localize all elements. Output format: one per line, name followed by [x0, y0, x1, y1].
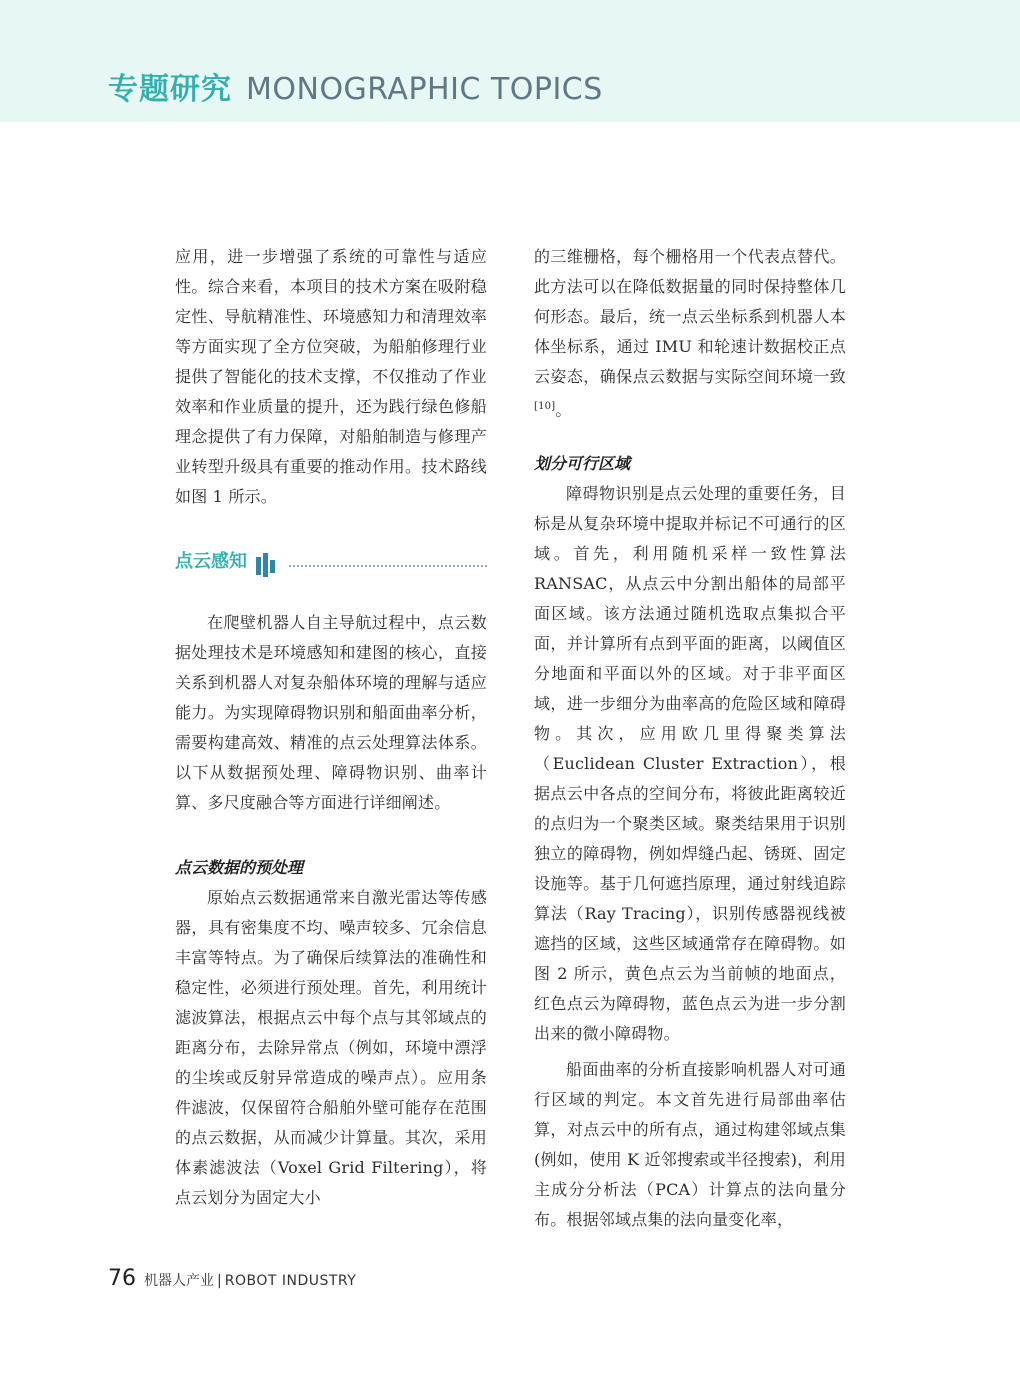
- citation-ref: [10]: [534, 401, 556, 412]
- left-paragraph-1: 应用，进一步增强了系统的可靠性与适应性。综合来看，本项目的技术方案在吸附稳定性、导航精准性、环境感知力和清理效率等方面实现了全方位突破，为船舶修理行业提供了智能化的技术支撑，不仅推动了作业效率和作业质量的提升，还为践行绿色修船理念提供了有力保障，对船舶制造与修理产业转型升级具有重要的推动作用。技术路线如图 1 所示。: [175, 247, 487, 506]
- section-dotted-rule: [289, 565, 487, 567]
- subheading-passable-area: 划分可行区域: [534, 454, 631, 474]
- section-heading-text: 点云感知: [175, 551, 247, 572]
- section-bars-icon: [256, 553, 282, 577]
- left-paragraph-3: 原始点云数据通常来自激光雷达等传感器，具有密集度不均、噪声较多、冗余信息丰富等特点。为了确保后续算法的准确性和稳定性，必须进行预处理。首先，利用统计滤波算法，根据点云中每个点与其邻域点的距离分布，去除异常点（例如，环境中漂浮的尘埃或反射异常造成的噪声点）。应用条件滤波，仅保留符合船舶外壁可能存在范围的点云数据，从而减少计算量。其次，采用体素滤波法（Voxel Grid Filtering），将点云划分为固定大小: [175, 888, 487, 1207]
- subheading-preprocessing: 点云数据的预处理: [175, 858, 304, 877]
- column-title-cn: 专题研究: [108, 72, 232, 107]
- section-heading: [175, 542, 487, 584]
- footer-separator: |: [217, 1273, 222, 1289]
- left-column: [175, 242, 487, 1213]
- right-paragraph-3: 船面曲率的分析直接影响机器人对可通行区域的判定。本文首先进行局部曲率估算，对点云中的所有点，通过构建邻域点集(例如，使用 K 近邻搜索或半径搜索)，利用主成分分析法（PCA）计算点的法向量分布。根据邻域点集的法向量变化率，: [534, 1060, 846, 1230]
- right-paragraph-2: 障碍物识别是点云处理的重要任务，目标是从复杂环境中提取并标记不可通行的区域。首先，利用随机采样一致性算法 RANSAC，从点云中分割出船体的局部平面区域。该方法通过随机选取点集拟合平面，并计算所有点到平面的距离，以阈值区分地面和平面以外的区域。对于非平面区域，进一步细分为曲率高的危险区域和障碍物。其次，应用欧几里得聚类算法（Euclidean Cluster Extraction），根据点云中各点的空间分布，将彼此距离较近的点归为一个聚类区域。聚类结果用于识别独立的障碍物，例如焊缝凸起、锈斑、固定设施等。基于几何遮挡原理，通过射线追踪算法（Ray Tracing），识别传感器视线被遮挡的区域，这些区域通常存在障碍物。如图 2 所示，黄色点云为当前帧的地面点，红色点云为障碍物，蓝色点云为进一步分割出来的微小障碍物。: [534, 484, 846, 1044]
- page-footer: [108, 1262, 356, 1298]
- left-paragraph-2: 在爬壁机器人自主导航过程中，点云数据处理技术是环境感知和建图的核心，直接关系到机器人对复杂船体环境的理解与适应能力。为实现障碍物识别和船面曲率分析，需要构建高效、精准的点云处理算法体系。以下从数据预处理、障碍物识别、曲率计算、多尺度融合等方面进行详细阐述。: [175, 613, 487, 812]
- column-title-en: MONOGRAPHIC TOPICS: [246, 72, 603, 107]
- right-column: [534, 242, 846, 1235]
- right-paragraph-1-end: 。: [555, 400, 572, 420]
- column-header: [108, 70, 603, 114]
- right-paragraph-1: [534, 242, 846, 425]
- page-number: 76: [108, 1266, 136, 1291]
- right-paragraph-1-text: 的三维栅格，每个栅格用一个代表点替代。此方法可以在降低数据量的同时保持整体几何形态。最后，统一点云坐标系到机器人本体坐标系，通过 IMU 和轮速计数据校正点云姿态，确保点云数据与实际空间环境一致: [534, 247, 846, 386]
- journal-name-cn: 机器人产业: [144, 1273, 214, 1289]
- journal-name-en: ROBOT INDUSTRY: [224, 1273, 357, 1289]
